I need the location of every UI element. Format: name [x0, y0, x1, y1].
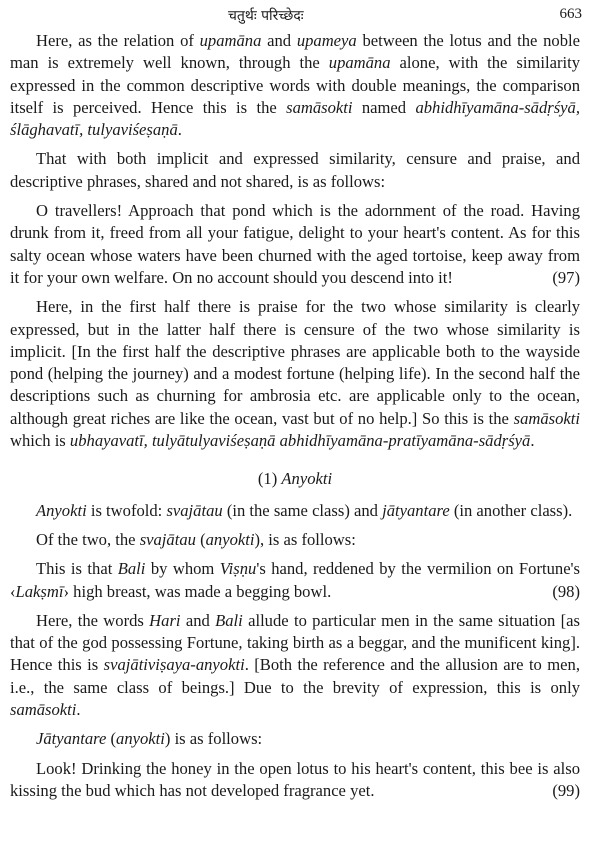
verse-number: (97) [552, 267, 580, 287]
paragraph-svajatau-intro: Of the two, the svajātau (anyokti), is as follows: [36, 529, 356, 549]
paragraph-samasokti-explanation: Here, as the relation of upamāna and upameya between the lotus and the noble man is extremely well known, through the upamāna alone, with the similarity expressed in the common descriptive words with double meanings, the comparison itself is perceived. Hence this is the samāsokti named abhidhīyamāna-sādṛśyā, ślāghavatī, tulyaviśeṣaṇā. [10, 31, 580, 140]
paragraph-analysis-97: Here, in the first half there is praise for the two whose similarity is clearly expressed, but in the latter half there is censure of the two whose similarity is implicit. [In the first half the descriptive phrases are applicable both to the wayside pond (helping the journey) and a modest fortune (helping life). In the second half the descriptions such as churning for ambrosia etc. are applicable only to the ocean, although great riches are like the ocean, vast but of no help.] So this is the samāsokti which is ubhayavatī, tulyātulyaviśeṣaṇā abhidhīyamāna-pratīyamāna-sādṛśyā. [10, 297, 580, 451]
section-heading-anyokti: (1) Anyokti [257, 469, 333, 489]
page-number: 663 [559, 6, 582, 22]
paragraph-analysis-98: Here, the words Hari and Bali allude to particular men in the same situation [as that of the god possessing Fortune, taking birth as a beggar, and the munificent king]. Hence this is svajātiviṣaya-anyokti. [Both the reference and the allusion are to men, i.e., the same class of beings.] Due to the brevity of expression, this is only samāsokti. [10, 610, 580, 720]
page-header [0, 6, 600, 26]
paragraph-anyokti-types: Anyokti is twofold: svajātau (in the same class) and jātyantare (in another class). [36, 500, 573, 520]
page-body [10, 30, 580, 809]
verse-number: (98) [552, 581, 580, 601]
running-head: चतुर्थः परिच्छेदः [228, 8, 304, 24]
example-verse-99: Look! Drinking the honey in the open lotus to his heart's content, this bee is also kissing the bud which has not developed fragrance yet. (99) [10, 758, 580, 803]
verse-number: (99) [552, 780, 580, 800]
example-verse-97: O travellers! Approach that pond which is the adornment of the road. Having drunk from it, freed from all your fatigue, delight to your heart's content. As for this salty ocean whose waters have been churned with the aged tortoise, keep away from it for your own welfare. On no account should you descend into it! (97) [10, 200, 580, 289]
paragraph-jatyantare-intro: Jātyantare (anyokti) is as follows: [36, 729, 263, 749]
example-verse-98: This is that Bali by whom Viṣṇu's hand, reddened by the vermilion on Fortune's ‹Lakṣmī› high breast, was made a begging bowl. (98) [10, 558, 580, 603]
paragraph-intro-example: That with both implicit and expressed similarity, censure and praise, and descriptive phrases, shared and not shared, is as follows: [10, 149, 580, 191]
